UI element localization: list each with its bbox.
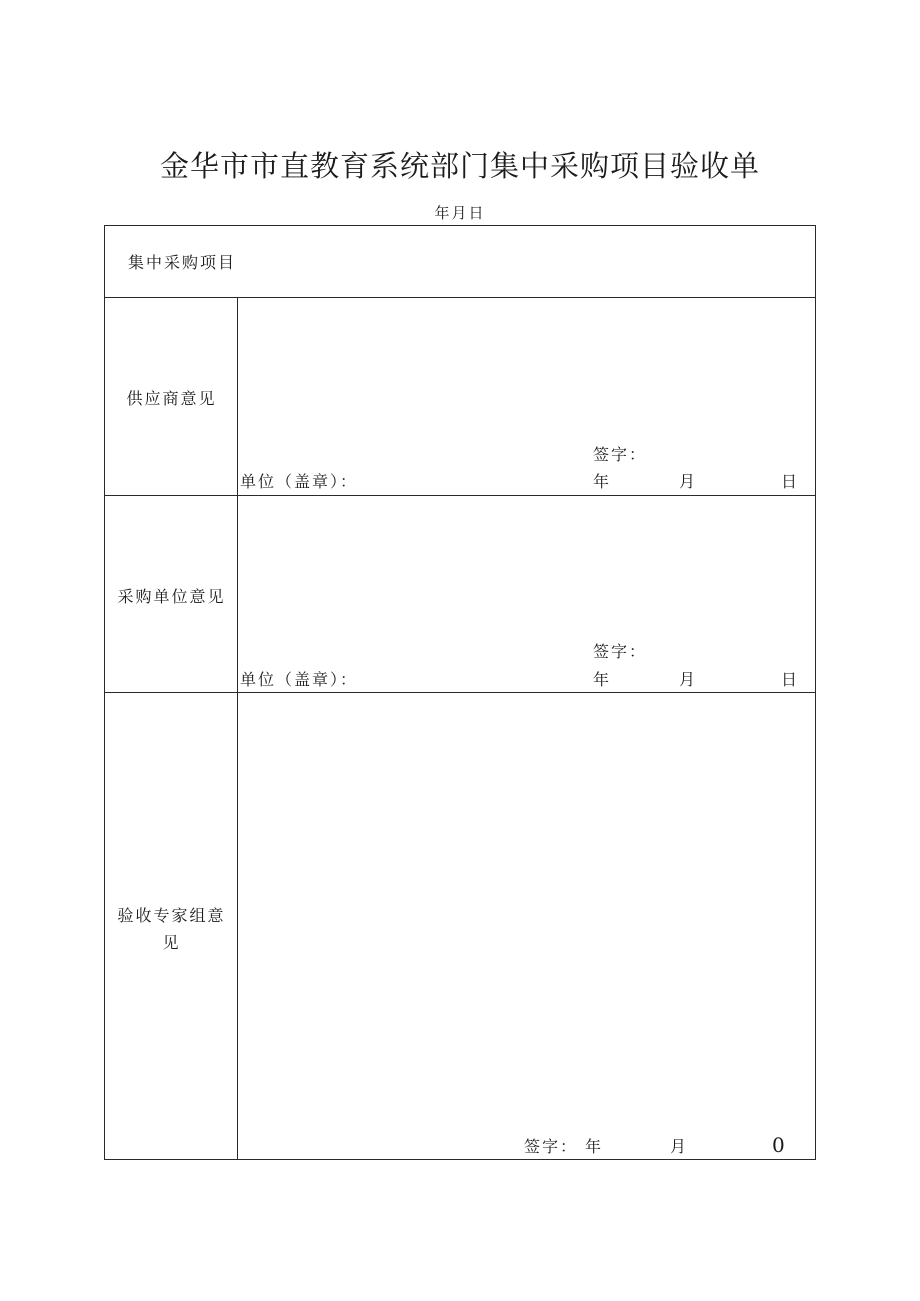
purchaser-opinion-label: 采购单位意见 [117, 587, 226, 606]
expert-month-label: 月 [670, 1137, 689, 1156]
expert-year-label: 年 [585, 1137, 604, 1156]
purchaser-day-label: 日 [781, 670, 800, 689]
expert-opinion-label [106, 902, 237, 956]
purchaser-year-label: 年 [593, 670, 612, 689]
expert-signature-label: 签字： [524, 1137, 579, 1156]
expert-day-label: 0 [772, 1133, 785, 1157]
table-border-top [104, 225, 816, 226]
document-title: 金华市市直教育系统部门集中采购项目验收单 [159, 149, 760, 183]
expert-opinion-label-line2: 见 [162, 933, 181, 952]
supplier-opinion-label: 供应商意见 [126, 389, 217, 408]
supplier-day-label: 日 [781, 472, 800, 491]
supplier-year-label: 年 [593, 472, 612, 491]
supplier-month-label: 月 [679, 472, 698, 491]
purchaser-month-label: 月 [679, 670, 698, 689]
table-border-bottom [104, 1159, 816, 1160]
expert-opinion-label-line1: 验收专家组意 [117, 906, 226, 925]
document-date-line: 年月日 [434, 204, 486, 222]
project-label: 集中采购项目 [128, 253, 237, 272]
row-divider-3 [104, 692, 816, 693]
column-divider [237, 297, 238, 1160]
row-divider-1 [104, 297, 816, 298]
row-divider-2 [104, 495, 816, 496]
purchaser-unit-seal-label: 单位（盖章）： [240, 670, 359, 689]
supplier-unit-seal-label: 单位（盖章）： [240, 472, 359, 491]
purchaser-signature-label: 签字： [593, 642, 648, 661]
supplier-signature-label: 签字： [593, 445, 648, 464]
